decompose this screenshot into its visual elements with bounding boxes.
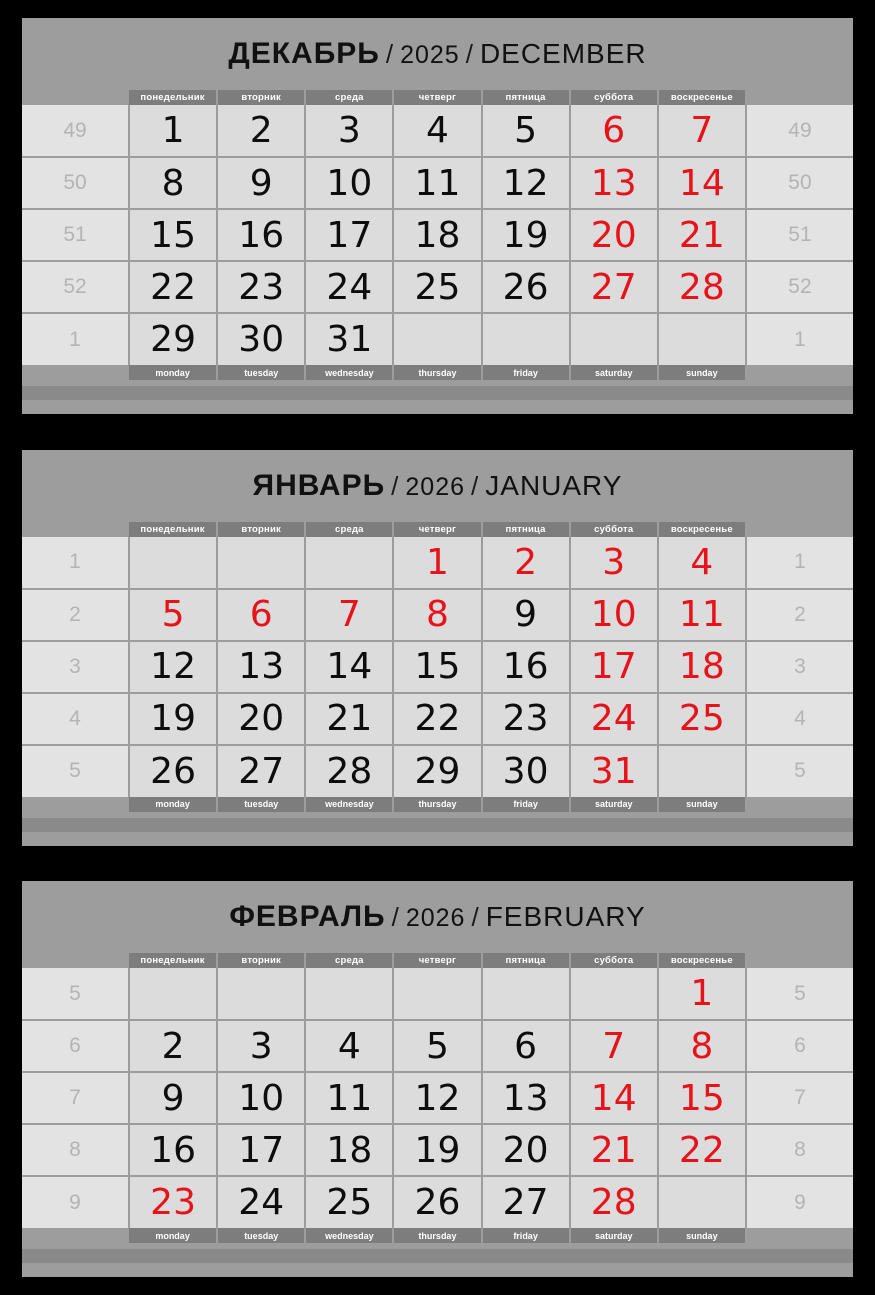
day-cell-empty xyxy=(217,968,305,1020)
day-cell[interactable]: 21 xyxy=(305,693,393,745)
day-cell[interactable]: 28 xyxy=(570,1176,658,1228)
week-row xyxy=(22,1020,853,1072)
weekday-header-en: saturday xyxy=(570,365,658,380)
weekday-header-en: tuesday xyxy=(217,797,305,812)
day-cell[interactable]: 10 xyxy=(570,589,658,641)
day-cell[interactable]: 4 xyxy=(658,537,746,589)
weekday-header-ru: среда xyxy=(305,522,393,537)
day-cell[interactable]: 3 xyxy=(570,537,658,589)
day-cell[interactable]: 7 xyxy=(658,105,746,157)
month-title-bar xyxy=(22,18,853,90)
day-cell-empty xyxy=(658,745,746,797)
week-row xyxy=(22,313,853,365)
weekday-header-ru: воскресенье xyxy=(658,953,746,968)
day-cell[interactable]: 16 xyxy=(217,209,305,261)
day-cell[interactable]: 19 xyxy=(129,693,217,745)
weekday-header-en: sunday xyxy=(658,365,746,380)
day-cell[interactable]: 15 xyxy=(393,641,481,693)
day-cell-empty xyxy=(570,968,658,1020)
weekday-header-en: wednesday xyxy=(305,365,393,380)
day-cell[interactable]: 5 xyxy=(393,1020,481,1072)
day-cell[interactable]: 15 xyxy=(658,1072,746,1124)
title-separator: / xyxy=(391,470,400,501)
day-cell[interactable]: 9 xyxy=(482,589,570,641)
week-row xyxy=(22,589,853,641)
week-number-right: 5 xyxy=(746,968,853,1020)
weekday-header-ru: воскресенье xyxy=(658,522,746,537)
day-cell-empty xyxy=(305,537,393,589)
weekday-header-en: tuesday xyxy=(217,1228,305,1243)
grid-corner xyxy=(22,522,129,537)
day-cell[interactable]: 17 xyxy=(570,641,658,693)
day-cell-empty xyxy=(482,968,570,1020)
weekday-header-en: friday xyxy=(482,365,570,380)
day-cell-empty xyxy=(658,313,746,365)
day-cell[interactable]: 3 xyxy=(217,1020,305,1072)
weekday-header-ru: понедельник xyxy=(129,90,217,105)
week-row xyxy=(22,1176,853,1228)
weekday-header-en: sunday xyxy=(658,1228,746,1243)
day-cell[interactable]: 3 xyxy=(305,105,393,157)
day-cell[interactable]: 8 xyxy=(658,1020,746,1072)
weekday-header-ru: четверг xyxy=(393,90,481,105)
weekday-header-en: tuesday xyxy=(217,365,305,380)
day-cell[interactable]: 14 xyxy=(658,157,746,209)
day-cell[interactable]: 13 xyxy=(217,641,305,693)
day-cell[interactable]: 24 xyxy=(570,693,658,745)
grid-corner xyxy=(746,797,853,812)
day-cell[interactable]: 2 xyxy=(217,105,305,157)
weekday-header-ru: понедельник xyxy=(129,522,217,537)
weekday-header-en: monday xyxy=(129,1228,217,1243)
week-number-right: 3 xyxy=(746,641,853,693)
week-number-left: 49 xyxy=(22,105,129,157)
day-cell[interactable]: 28 xyxy=(305,745,393,797)
week-number-right: 2 xyxy=(746,589,853,641)
month-name-ru: ДЕКАБРЬ xyxy=(228,37,380,70)
weekday-header-ru: четверг xyxy=(393,522,481,537)
week-number-left: 51 xyxy=(22,209,129,261)
weekday-header-ru: пятница xyxy=(482,522,570,537)
day-cell[interactable]: 7 xyxy=(570,1020,658,1072)
week-number-right: 6 xyxy=(746,1020,853,1072)
day-cell[interactable]: 23 xyxy=(129,1176,217,1228)
day-cell[interactable]: 2 xyxy=(129,1020,217,1072)
grid-corner xyxy=(22,797,129,812)
day-cell[interactable]: 30 xyxy=(217,313,305,365)
day-cell[interactable]: 24 xyxy=(305,261,393,313)
weekday-header-en: thursday xyxy=(393,365,481,380)
week-number-left: 7 xyxy=(22,1072,129,1124)
day-cell[interactable]: 25 xyxy=(393,261,481,313)
day-cell[interactable]: 1 xyxy=(129,105,217,157)
day-cell[interactable]: 31 xyxy=(570,745,658,797)
title-separator: / xyxy=(471,902,480,932)
month-title-bar xyxy=(22,881,853,953)
week-row xyxy=(22,693,853,745)
weekday-header-ru: суббота xyxy=(570,953,658,968)
week-number-right: 1 xyxy=(746,313,853,365)
day-cell[interactable]: 17 xyxy=(217,1124,305,1176)
day-cell[interactable]: 11 xyxy=(658,589,746,641)
weekday-header-en: saturday xyxy=(570,1228,658,1243)
week-number-right: 51 xyxy=(746,209,853,261)
weekday-header-en: saturday xyxy=(570,797,658,812)
week-number-left: 1 xyxy=(22,313,129,365)
month-year: 2025 xyxy=(400,41,460,69)
day-cell[interactable]: 13 xyxy=(482,1072,570,1124)
day-cell[interactable]: 25 xyxy=(305,1176,393,1228)
week-row xyxy=(22,745,853,797)
week-number-left: 8 xyxy=(22,1124,129,1176)
weekday-header-ru: понедельник xyxy=(129,953,217,968)
weekday-header-en: thursday xyxy=(393,1228,481,1243)
day-cell[interactable]: 4 xyxy=(393,105,481,157)
day-cell-empty xyxy=(305,968,393,1020)
week-row xyxy=(22,105,853,157)
weekday-header-ru: пятница xyxy=(482,953,570,968)
month-name-en: JANUARY xyxy=(485,469,623,501)
week-number-left: 52 xyxy=(22,261,129,313)
day-cell[interactable]: 28 xyxy=(658,261,746,313)
day-cell[interactable]: 12 xyxy=(393,1072,481,1124)
week-row xyxy=(22,261,853,313)
month-grid xyxy=(22,953,853,1243)
day-cell[interactable]: 21 xyxy=(570,1124,658,1176)
day-cell[interactable]: 29 xyxy=(129,313,217,365)
week-number-right: 5 xyxy=(746,745,853,797)
week-row xyxy=(22,209,853,261)
day-cell[interactable]: 12 xyxy=(129,641,217,693)
day-cell[interactable]: 22 xyxy=(129,261,217,313)
day-cell-empty xyxy=(393,968,481,1020)
grid-corner xyxy=(746,522,853,537)
day-cell[interactable]: 23 xyxy=(482,693,570,745)
day-cell[interactable]: 27 xyxy=(482,1176,570,1228)
month-title xyxy=(253,469,623,503)
week-number-left: 5 xyxy=(22,968,129,1020)
weekday-header-en: friday xyxy=(482,797,570,812)
day-cell[interactable]: 11 xyxy=(393,157,481,209)
day-cell[interactable]: 9 xyxy=(217,157,305,209)
weekday-header-ru: суббота xyxy=(570,90,658,105)
week-row xyxy=(22,537,853,589)
month-title-bar xyxy=(22,450,853,522)
grid-corner xyxy=(746,1228,853,1243)
week-number-right: 7 xyxy=(746,1072,853,1124)
day-cell-empty xyxy=(217,537,305,589)
month-grid xyxy=(22,522,853,812)
weekday-header-en: monday xyxy=(129,365,217,380)
day-cell[interactable]: 25 xyxy=(658,693,746,745)
month-year: 2026 xyxy=(405,472,466,501)
day-cell[interactable]: 8 xyxy=(393,589,481,641)
day-cell[interactable]: 14 xyxy=(305,641,393,693)
grid-corner xyxy=(22,1228,129,1243)
day-cell[interactable]: 29 xyxy=(393,745,481,797)
day-cell[interactable]: 1 xyxy=(658,968,746,1020)
week-number-left: 4 xyxy=(22,693,129,745)
weekday-header-ru: среда xyxy=(305,90,393,105)
month-title xyxy=(228,37,646,71)
day-cell[interactable]: 16 xyxy=(482,641,570,693)
weekday-header-ru: воскресенье xyxy=(658,90,746,105)
block-footer-strip xyxy=(22,818,853,832)
day-cell[interactable]: 23 xyxy=(217,261,305,313)
day-cell[interactable]: 14 xyxy=(570,1072,658,1124)
grid-corner xyxy=(22,90,129,105)
grid-corner xyxy=(746,90,853,105)
week-row xyxy=(22,157,853,209)
weekday-header-ru: вторник xyxy=(217,90,305,105)
title-separator: / xyxy=(471,470,480,501)
day-cell[interactable]: 9 xyxy=(129,1072,217,1124)
day-cell[interactable]: 1 xyxy=(393,537,481,589)
month-block xyxy=(22,450,853,846)
title-separator: / xyxy=(465,39,474,69)
day-cell[interactable]: 10 xyxy=(217,1072,305,1124)
day-cell[interactable]: 6 xyxy=(482,1020,570,1072)
day-cell[interactable]: 6 xyxy=(217,589,305,641)
week-row xyxy=(22,968,853,1020)
grid-corner xyxy=(746,953,853,968)
weekday-header-en: monday xyxy=(129,797,217,812)
weekday-header-ru: среда xyxy=(305,953,393,968)
day-cell[interactable]: 20 xyxy=(217,693,305,745)
month-name-ru: ФЕВРАЛЬ xyxy=(229,900,386,933)
weekday-header-en: wednesday xyxy=(305,1228,393,1243)
day-cell[interactable]: 7 xyxy=(305,589,393,641)
block-footer-strip xyxy=(22,1249,853,1263)
month-grid xyxy=(22,90,853,380)
day-cell[interactable]: 30 xyxy=(482,745,570,797)
week-number-left: 9 xyxy=(22,1176,129,1228)
day-cell[interactable]: 5 xyxy=(129,589,217,641)
weekday-header-en: friday xyxy=(482,1228,570,1243)
block-footer-strip xyxy=(22,386,853,400)
week-number-left: 50 xyxy=(22,157,129,209)
day-cell[interactable]: 16 xyxy=(129,1124,217,1176)
week-number-right: 52 xyxy=(746,261,853,313)
week-number-right: 4 xyxy=(746,693,853,745)
week-number-right: 9 xyxy=(746,1176,853,1228)
grid-corner xyxy=(746,365,853,380)
week-number-right: 1 xyxy=(746,537,853,589)
weekday-header-ru: пятница xyxy=(482,90,570,105)
week-number-right: 50 xyxy=(746,157,853,209)
weekday-header-ru: четверг xyxy=(393,953,481,968)
month-block xyxy=(22,881,853,1277)
day-cell-empty xyxy=(129,537,217,589)
day-cell[interactable]: 31 xyxy=(305,313,393,365)
month-name-en: FEBRUARY xyxy=(485,901,646,932)
week-number-left: 5 xyxy=(22,745,129,797)
day-cell[interactable]: 18 xyxy=(658,641,746,693)
day-cell[interactable]: 6 xyxy=(570,105,658,157)
week-number-left: 6 xyxy=(22,1020,129,1072)
week-row xyxy=(22,1072,853,1124)
day-cell[interactable]: 8 xyxy=(129,157,217,209)
day-cell[interactable]: 18 xyxy=(305,1124,393,1176)
month-year: 2026 xyxy=(405,904,466,932)
day-cell[interactable]: 2 xyxy=(482,537,570,589)
week-row xyxy=(22,641,853,693)
day-cell[interactable]: 17 xyxy=(305,209,393,261)
day-cell[interactable]: 27 xyxy=(217,745,305,797)
weekday-header-ru: вторник xyxy=(217,953,305,968)
day-cell[interactable]: 15 xyxy=(129,209,217,261)
day-cell-empty xyxy=(482,313,570,365)
day-cell[interactable]: 21 xyxy=(658,209,746,261)
title-separator: / xyxy=(391,902,400,932)
weekday-header-en: thursday xyxy=(393,797,481,812)
day-cell-empty xyxy=(393,313,481,365)
day-cell[interactable]: 20 xyxy=(570,209,658,261)
day-cell[interactable]: 13 xyxy=(570,157,658,209)
week-number-left: 2 xyxy=(22,589,129,641)
weekday-header-en: wednesday xyxy=(305,797,393,812)
grid-corner xyxy=(22,365,129,380)
grid-corner xyxy=(22,953,129,968)
week-number-left: 3 xyxy=(22,641,129,693)
day-cell[interactable]: 5 xyxy=(482,105,570,157)
day-cell[interactable]: 26 xyxy=(393,1176,481,1228)
day-cell[interactable]: 18 xyxy=(393,209,481,261)
day-cell-empty xyxy=(658,1176,746,1228)
title-separator: / xyxy=(385,39,395,69)
day-cell[interactable]: 26 xyxy=(482,261,570,313)
day-cell[interactable]: 19 xyxy=(482,209,570,261)
day-cell[interactable]: 19 xyxy=(393,1124,481,1176)
week-number-right: 49 xyxy=(746,105,853,157)
day-cell[interactable]: 11 xyxy=(305,1072,393,1124)
weekday-header-ru: суббота xyxy=(570,522,658,537)
week-number-left: 1 xyxy=(22,537,129,589)
day-cell[interactable]: 22 xyxy=(658,1124,746,1176)
weekday-header-ru: вторник xyxy=(217,522,305,537)
weekday-header-en: sunday xyxy=(658,797,746,812)
month-name-en: DECEMBER xyxy=(479,38,647,69)
day-cell-empty xyxy=(570,313,658,365)
week-number-right: 8 xyxy=(746,1124,853,1176)
day-cell-empty xyxy=(129,968,217,1020)
day-cell[interactable]: 12 xyxy=(482,157,570,209)
day-cell[interactable]: 4 xyxy=(305,1020,393,1072)
day-cell[interactable]: 24 xyxy=(217,1176,305,1228)
day-cell[interactable]: 22 xyxy=(393,693,481,745)
day-cell[interactable]: 20 xyxy=(482,1124,570,1176)
day-cell[interactable]: 26 xyxy=(129,745,217,797)
week-row xyxy=(22,1124,853,1176)
month-title xyxy=(229,900,645,934)
day-cell[interactable]: 10 xyxy=(305,157,393,209)
day-cell[interactable]: 27 xyxy=(570,261,658,313)
month-block xyxy=(22,18,853,414)
month-name-ru: ЯНВАРЬ xyxy=(252,468,386,502)
